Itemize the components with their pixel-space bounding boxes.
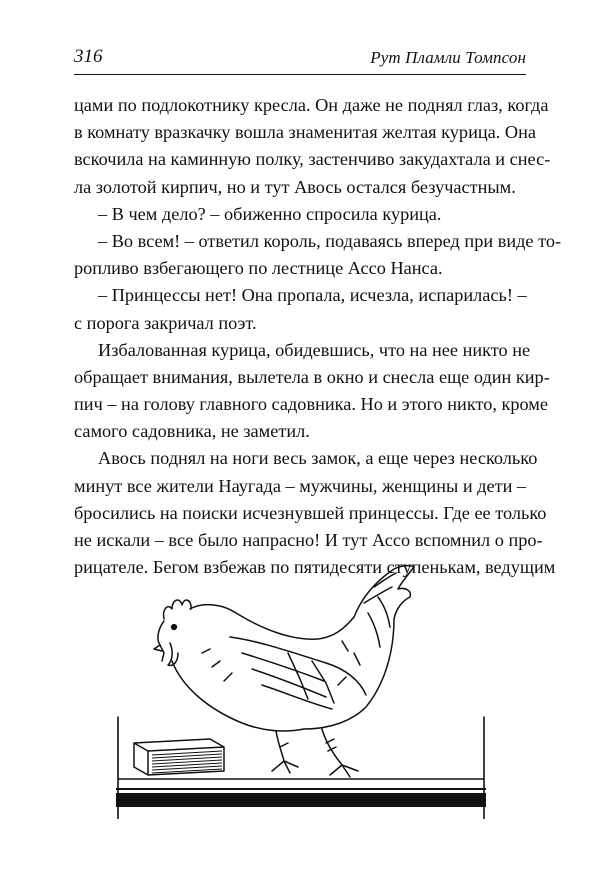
text-line: ропливо взбегающего по лестнице Ассо Нанса. — [74, 258, 443, 279]
hen-and-brick-illustration — [112, 557, 490, 819]
paragraph-start-line: Избалованная курица, обидевшись, что на нее никто не — [98, 339, 531, 360]
text-line: пич – на голову главного садовника. Но и этого никто, кроме — [74, 394, 548, 415]
text-line: бросились на поиски исчезнувшей принцессы. Где ее только — [74, 502, 547, 523]
mantel-base-band — [116, 793, 486, 807]
text-line: с порога закричал поэт. — [74, 312, 257, 333]
dialogue-line: – Во всем! – ответил король, подаваясь вперед при виде то- — [98, 230, 562, 251]
dialogue-line: – В чем дело? – обиженно спросила курица. — [98, 203, 442, 224]
page-header — [74, 44, 526, 75]
text-line: обращает внимания, вылетела в окно и снесла еще один кир- — [74, 366, 550, 387]
body-text — [74, 92, 562, 581]
text-line: минут все жители Наугада – мужчины, женщины и дети – — [74, 475, 527, 496]
paragraph-start-line: Авось поднял на ноги весь замок, а еще через несколько — [98, 448, 538, 469]
text-line: в комнату вразкачку вошла знаменитая желтая курица. Она — [74, 122, 536, 143]
dialogue-line: – Принцессы нет! Она пропала, исчезла, испарилась! – — [98, 285, 527, 306]
text-line: самого садовника, не заметил. — [74, 421, 310, 442]
text-line: рицателе. Бегом взбежав по пятидесяти ступенькам, ведущим — [74, 557, 556, 578]
text-line: ла золотой кирпич, но и тут Авось остался безучастным. — [74, 176, 516, 197]
running-title: Рут Пламли Томпсон — [370, 48, 526, 67]
golden-brick — [134, 739, 224, 775]
text-line: цами по подлокотнику кресла. Он даже не поднял глаз, когда — [74, 95, 549, 115]
page-number: 316 — [74, 46, 103, 67]
text-line: не искали – все было напрасно! И тут Ассо вспомнил о про- — [74, 530, 543, 550]
text-line: вскочила на каминную полку, застенчиво закудахтала и снес- — [74, 149, 551, 170]
